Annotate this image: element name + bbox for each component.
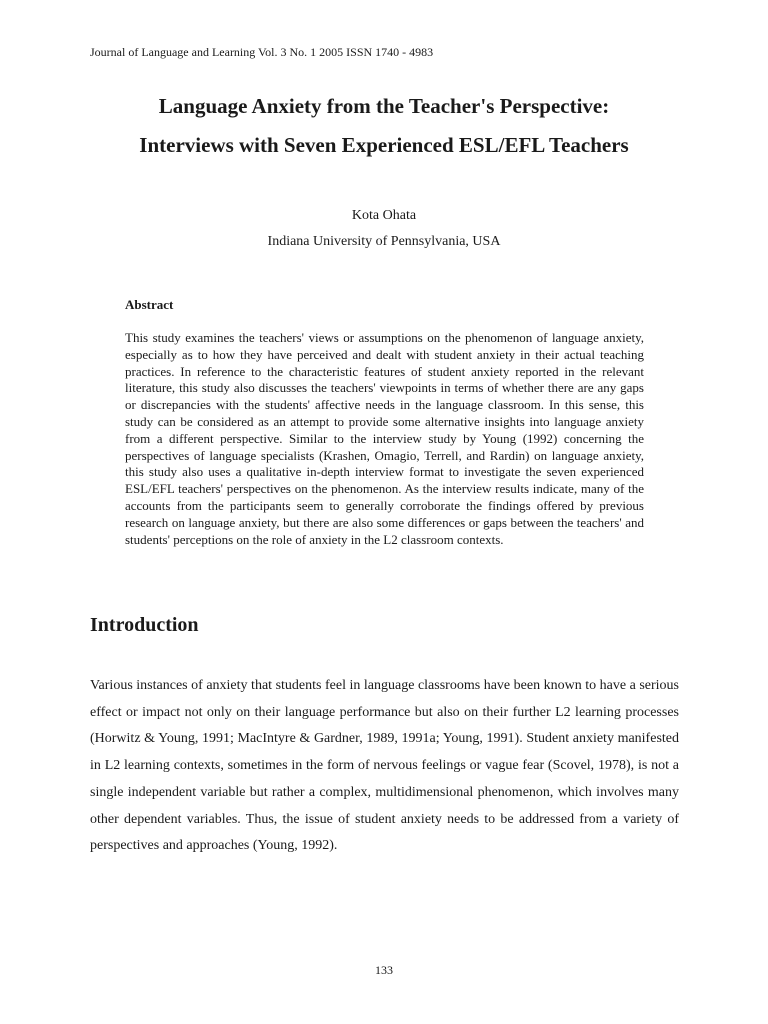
- running-header: Journal of Language and Learning Vol. 3 No. 1 2005 ISSN 1740 - 4983: [90, 45, 434, 59]
- introduction-body: Various instances of anxiety that students feel in language classrooms have been known to have a serious effect or impact not only on their language performance but also on their further L2 learning processes (Horwitz & Young, 1991; MacIntyre & Gardner, 1989, 1991a; Young, 1991). Student anxiety manifested in L2 learning contexts, sometimes in the form of nervous feelings or vague fear (Scovel, 1978), is not a single independent variable but rather a complex, multidimensional phenomenon, which involves many other dependent variables. Thus, the issue of student anxiety needs to be addressed from a variety of perspectives and approaches (Young, 1992).: [90, 678, 679, 854]
- author-name: Kota Ohata: [351, 208, 417, 223]
- abstract-heading: Abstract: [125, 297, 174, 312]
- page-number: 133: [375, 963, 393, 977]
- paper-title-line-1: Language Anxiety from the Teacher's Perspective:: [158, 94, 610, 118]
- author-affiliation: Indiana University of Pennsylvania, USA: [267, 234, 501, 249]
- introduction-heading: Introduction: [90, 614, 199, 636]
- abstract-body: This study examines the teachers' views or assumptions on the phenomenon of language anxiety, especially as to how they have perceived and dealt with student anxiety in their actual teaching practices. In reference to the characteristic features of student anxiety reported in the relevant literature, this study also discusses the teachers' viewpoints in terms of whether there are any gaps or discrepancies with the students' affective needs in the language classroom. In this sense, this study can be considered as an attempt to provide some alternative insights into language anxiety from a different perspective. Similar to the interview study by Young (1992) concerning the perspectives of language specialists (Krashen, Omagio, Terrell, and Rardin) on language anxiety, this study also uses a qualitative in-depth interview format to investigate the seven experienced ESL/EFL teachers' perspectives on the phenomenon. As the interview results indicate, many of the accounts from the participants seem to generally corroborate the findings offered by previous research on language anxiety, but there are also some differences or gaps between the teachers' and students' perceptions on the role of anxiety in the L2 classroom contexts.: [125, 330, 644, 547]
- paper-title-line-2: Interviews with Seven Experienced ESL/EFL Teachers: [139, 133, 629, 157]
